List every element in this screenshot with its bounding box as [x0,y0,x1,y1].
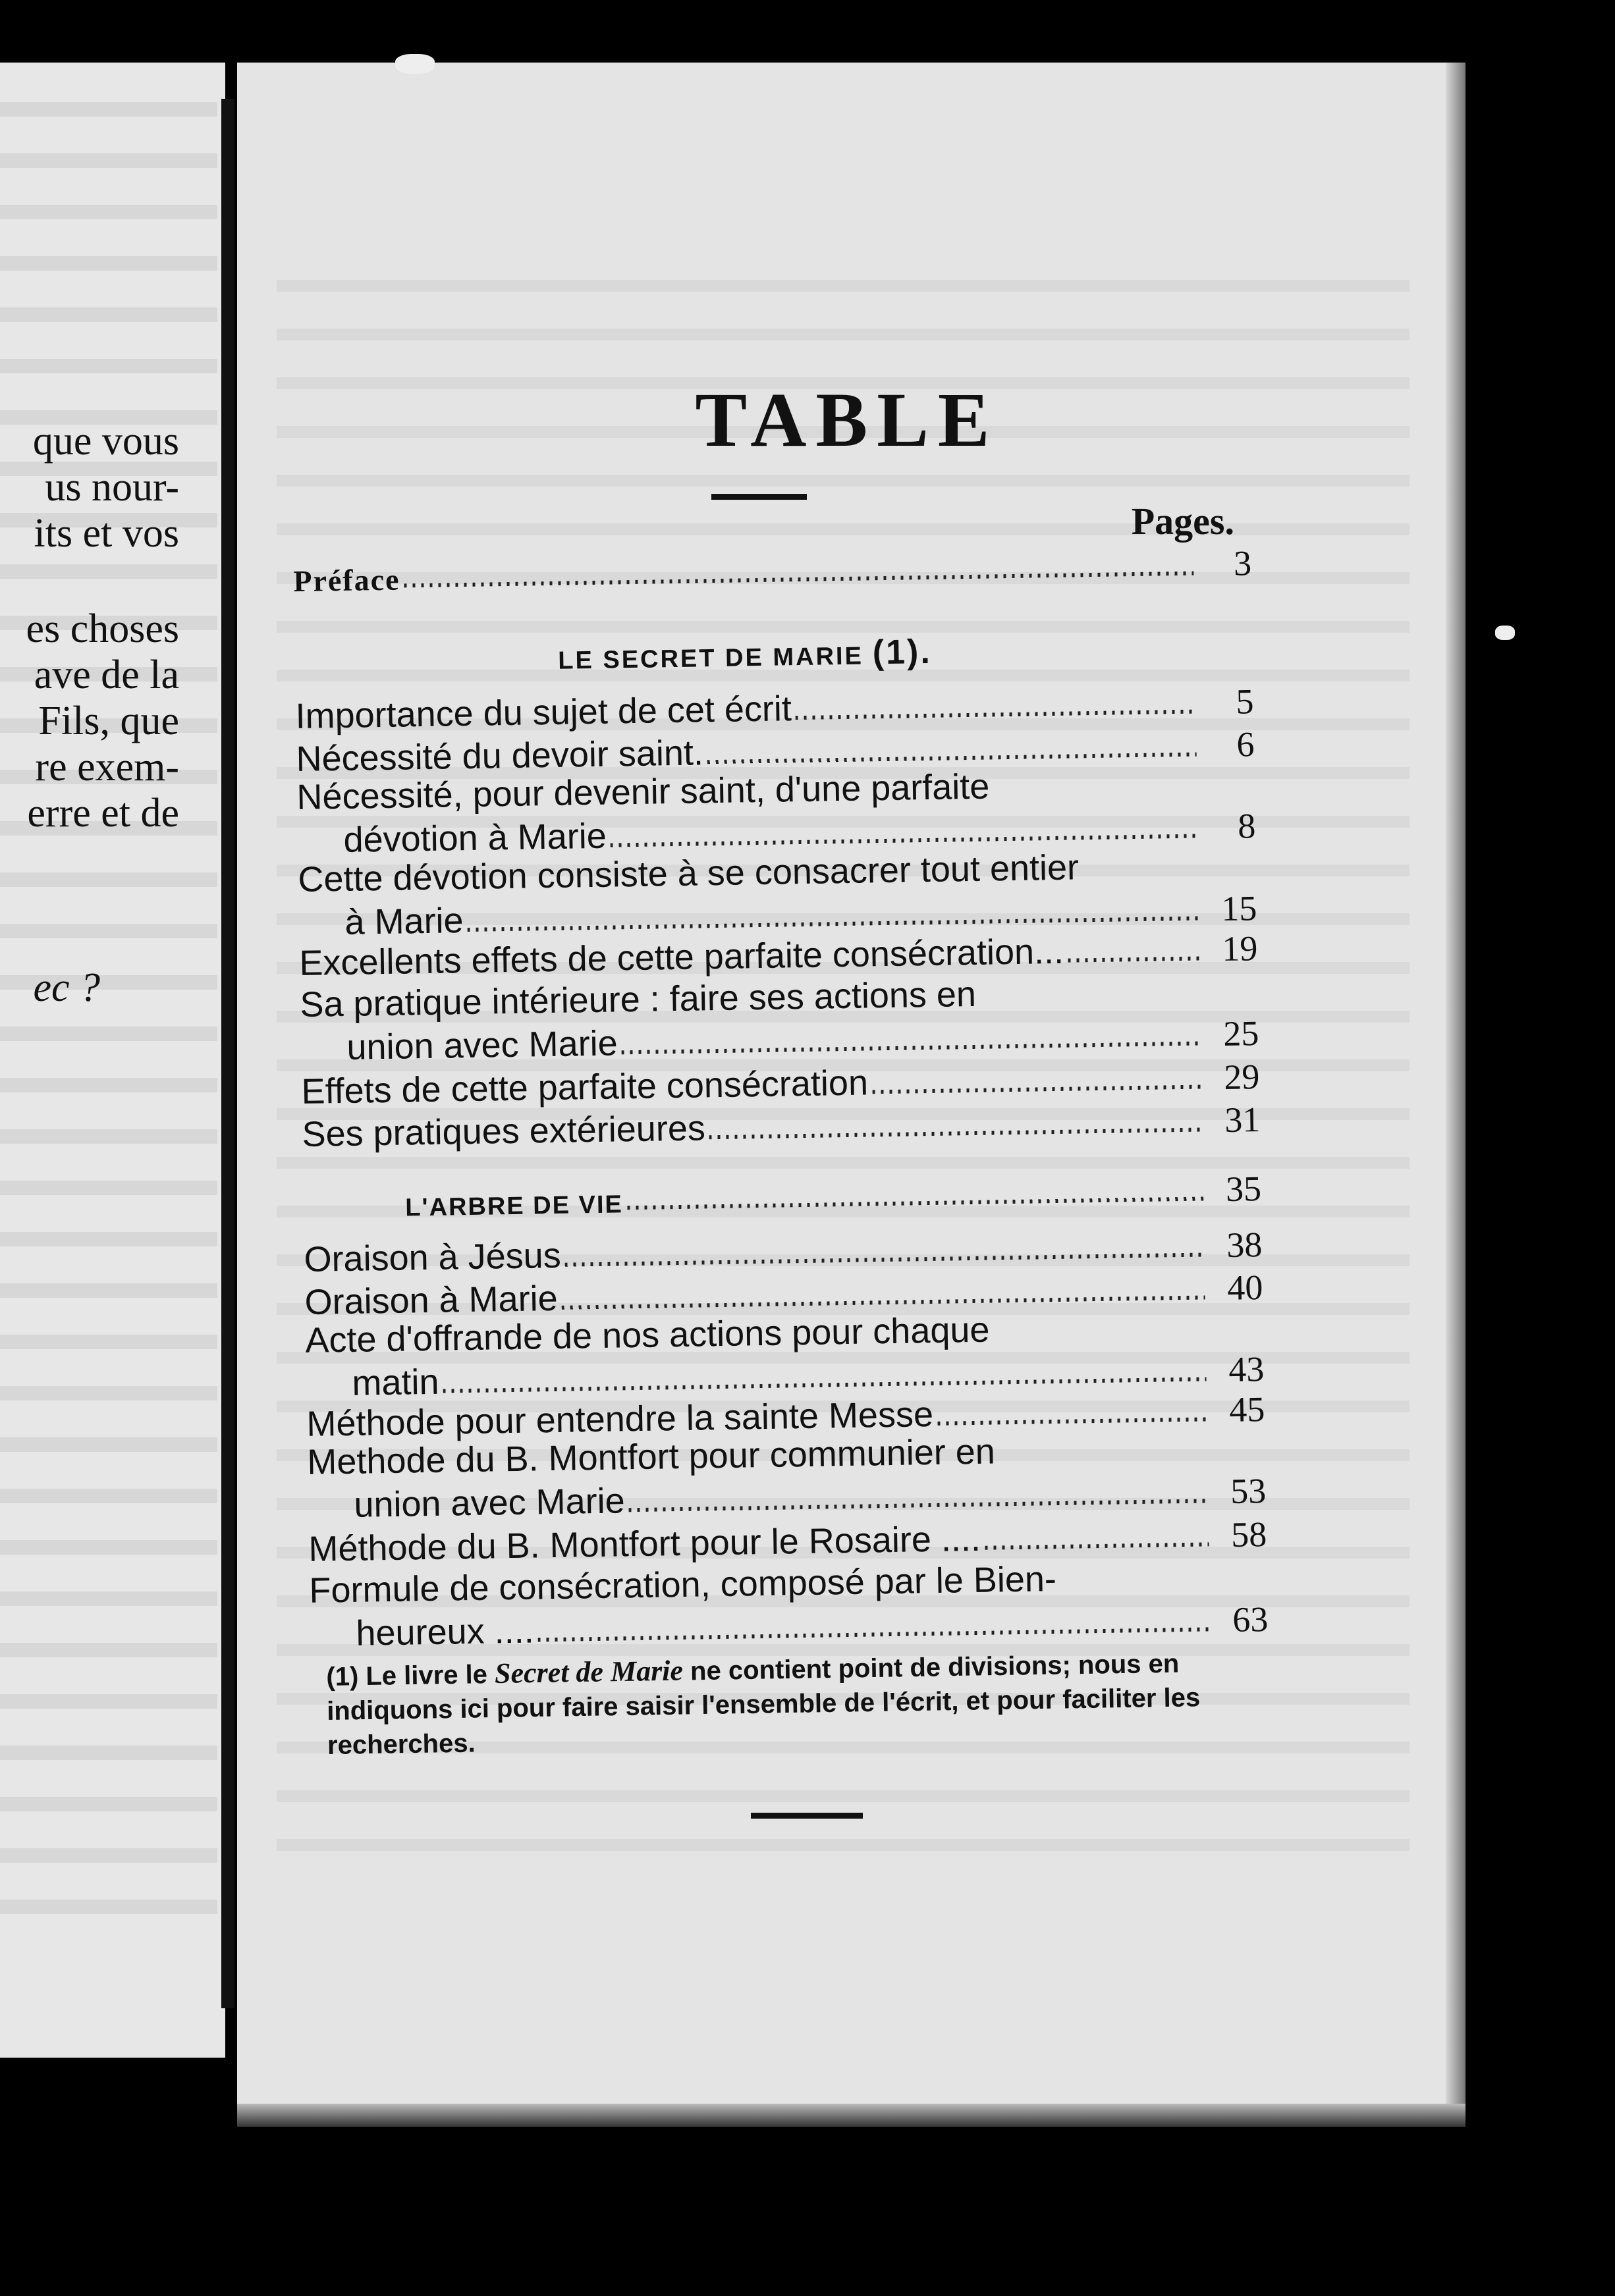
toc-entry-title: Formule de consécration, composé par le Bien- [308,1559,1057,1611]
preface-label: Préface [292,562,400,599]
footnote-book-title: Secret de Marie [494,1654,684,1690]
dot-leader [709,1127,1203,1139]
toc-page-number: 6 [1236,724,1255,764]
toc-entry-title: Nécessité du devoir saint. [296,733,704,780]
toc-entry-title: Effets de cette parfaite consécration [301,1063,869,1111]
facing-page-line: erre et de [27,791,179,836]
dot-leader [404,572,1194,588]
toc-entry-title: Sa pratique intérieure : faire ses actions en [299,974,977,1025]
facing-page-line: es choses [26,606,179,651]
toc-page-number: 25 [1222,1013,1259,1054]
toc-entry-title-continued: matin [352,1362,440,1403]
toc-entry-title-continued: union avec Marie [353,1481,626,1525]
toc-entry [300,969,1259,1069]
dot-leader [985,1542,1209,1549]
toc-entry-title-continued: à Marie [344,901,464,942]
facing-page-line: ec ? [33,965,100,1010]
toc-page-number: 40 [1226,1268,1263,1308]
facing-page-line: its et vos [34,511,179,556]
toc-page-number: 29 [1223,1057,1260,1097]
facing-page-line: re exem- [35,745,179,789]
facing-page-line: que vous [32,419,179,464]
dot-leader [1068,957,1199,963]
toc-page-number: 5 [1235,681,1254,722]
dot-leader [622,1042,1201,1055]
toc-entry-title-continued: heureux .... [355,1611,535,1653]
toc-page-number: 8 [1237,806,1256,846]
toc-entry-title-continued: union avec Marie [346,1023,618,1067]
pages-column-header: Pages. [1131,500,1234,543]
toc-page-number: 45 [1228,1389,1265,1429]
toc-entry [309,1555,1269,1655]
toc-entry-title: Excellents effets de cette parfaite consécration... [299,931,1064,984]
footnote [326,1645,1269,1763]
toc-entry-title: Méthode pour entendre la sainte Messe [306,1394,934,1444]
toc-entry-preface [293,541,1252,599]
footnote-text: ne contient point de divisions; nous en indiquons ici pour faire saisir l'ensemble de l'écrit, et pour faciliter les recherches. [326,1649,1201,1760]
toc-entry-title-continued: dévotion à Marie [343,816,607,860]
end-rule [751,1813,863,1819]
facing-page-line: us nour- [45,465,179,510]
toc-page-number: 43 [1228,1349,1265,1389]
toc-entry [307,1427,1267,1526]
toc-page-number: 3 [1233,543,1252,583]
toc-entry-title: Importance du sujet de cet écrit [295,689,792,737]
toc-page-number: 58 [1230,1514,1267,1555]
toc-page-number: 35 [1225,1169,1262,1209]
section-heading-arbre [405,1167,1262,1222]
dot-leader [872,1085,1202,1094]
footnote-prefix: (1) Le livre le [326,1660,488,1692]
dot-leader [565,1252,1205,1266]
toc-page-number: 15 [1220,888,1257,929]
dot-leader [611,834,1198,847]
toc-entry-title: Oraison à Jésus [304,1235,562,1279]
dot-leader [627,1196,1203,1210]
section-heading-secret [558,632,932,678]
toc-entry-title: Methode du B. Montfort pour communier en [306,1431,996,1482]
section-heading-label: L'ARBRE DE VIE [404,1190,624,1222]
page-title: TABLE [695,377,999,463]
toc-entry-title: Nécessité, pour devenir saint, d'une parfaite [296,766,990,818]
section-heading-label: LE SECRET DE MARIE [557,642,864,675]
facing-page-line: ave de la [34,653,179,697]
toc-entry-title: Méthode du B. Montfort pour le Rosaire .... [308,1518,981,1569]
toc-page-number: 31 [1224,1100,1261,1140]
facing-page-line: Fils, que [38,699,179,743]
toc-page-number: 19 [1221,928,1258,969]
toc-page-number: 38 [1226,1225,1263,1265]
dot-leader [707,753,1197,764]
toc-page-number: 63 [1232,1599,1269,1640]
toc-page-number: 53 [1230,1471,1267,1511]
dot-leader [538,1627,1211,1642]
toc-entry-title: Cette dévotion consiste à se consacrer tout entier [298,847,1080,900]
dot-leader [937,1417,1207,1425]
toc-entry-title: Acte d'offrande de nos actions pour chaque [305,1310,990,1360]
toc-entry-title: Oraison à Marie [304,1278,559,1322]
dot-leader [796,710,1196,720]
toc-entry-title: Ses pratiques extérieures [302,1108,706,1154]
footnote-marker: (1). [872,632,933,672]
dot-leader [629,1499,1209,1512]
